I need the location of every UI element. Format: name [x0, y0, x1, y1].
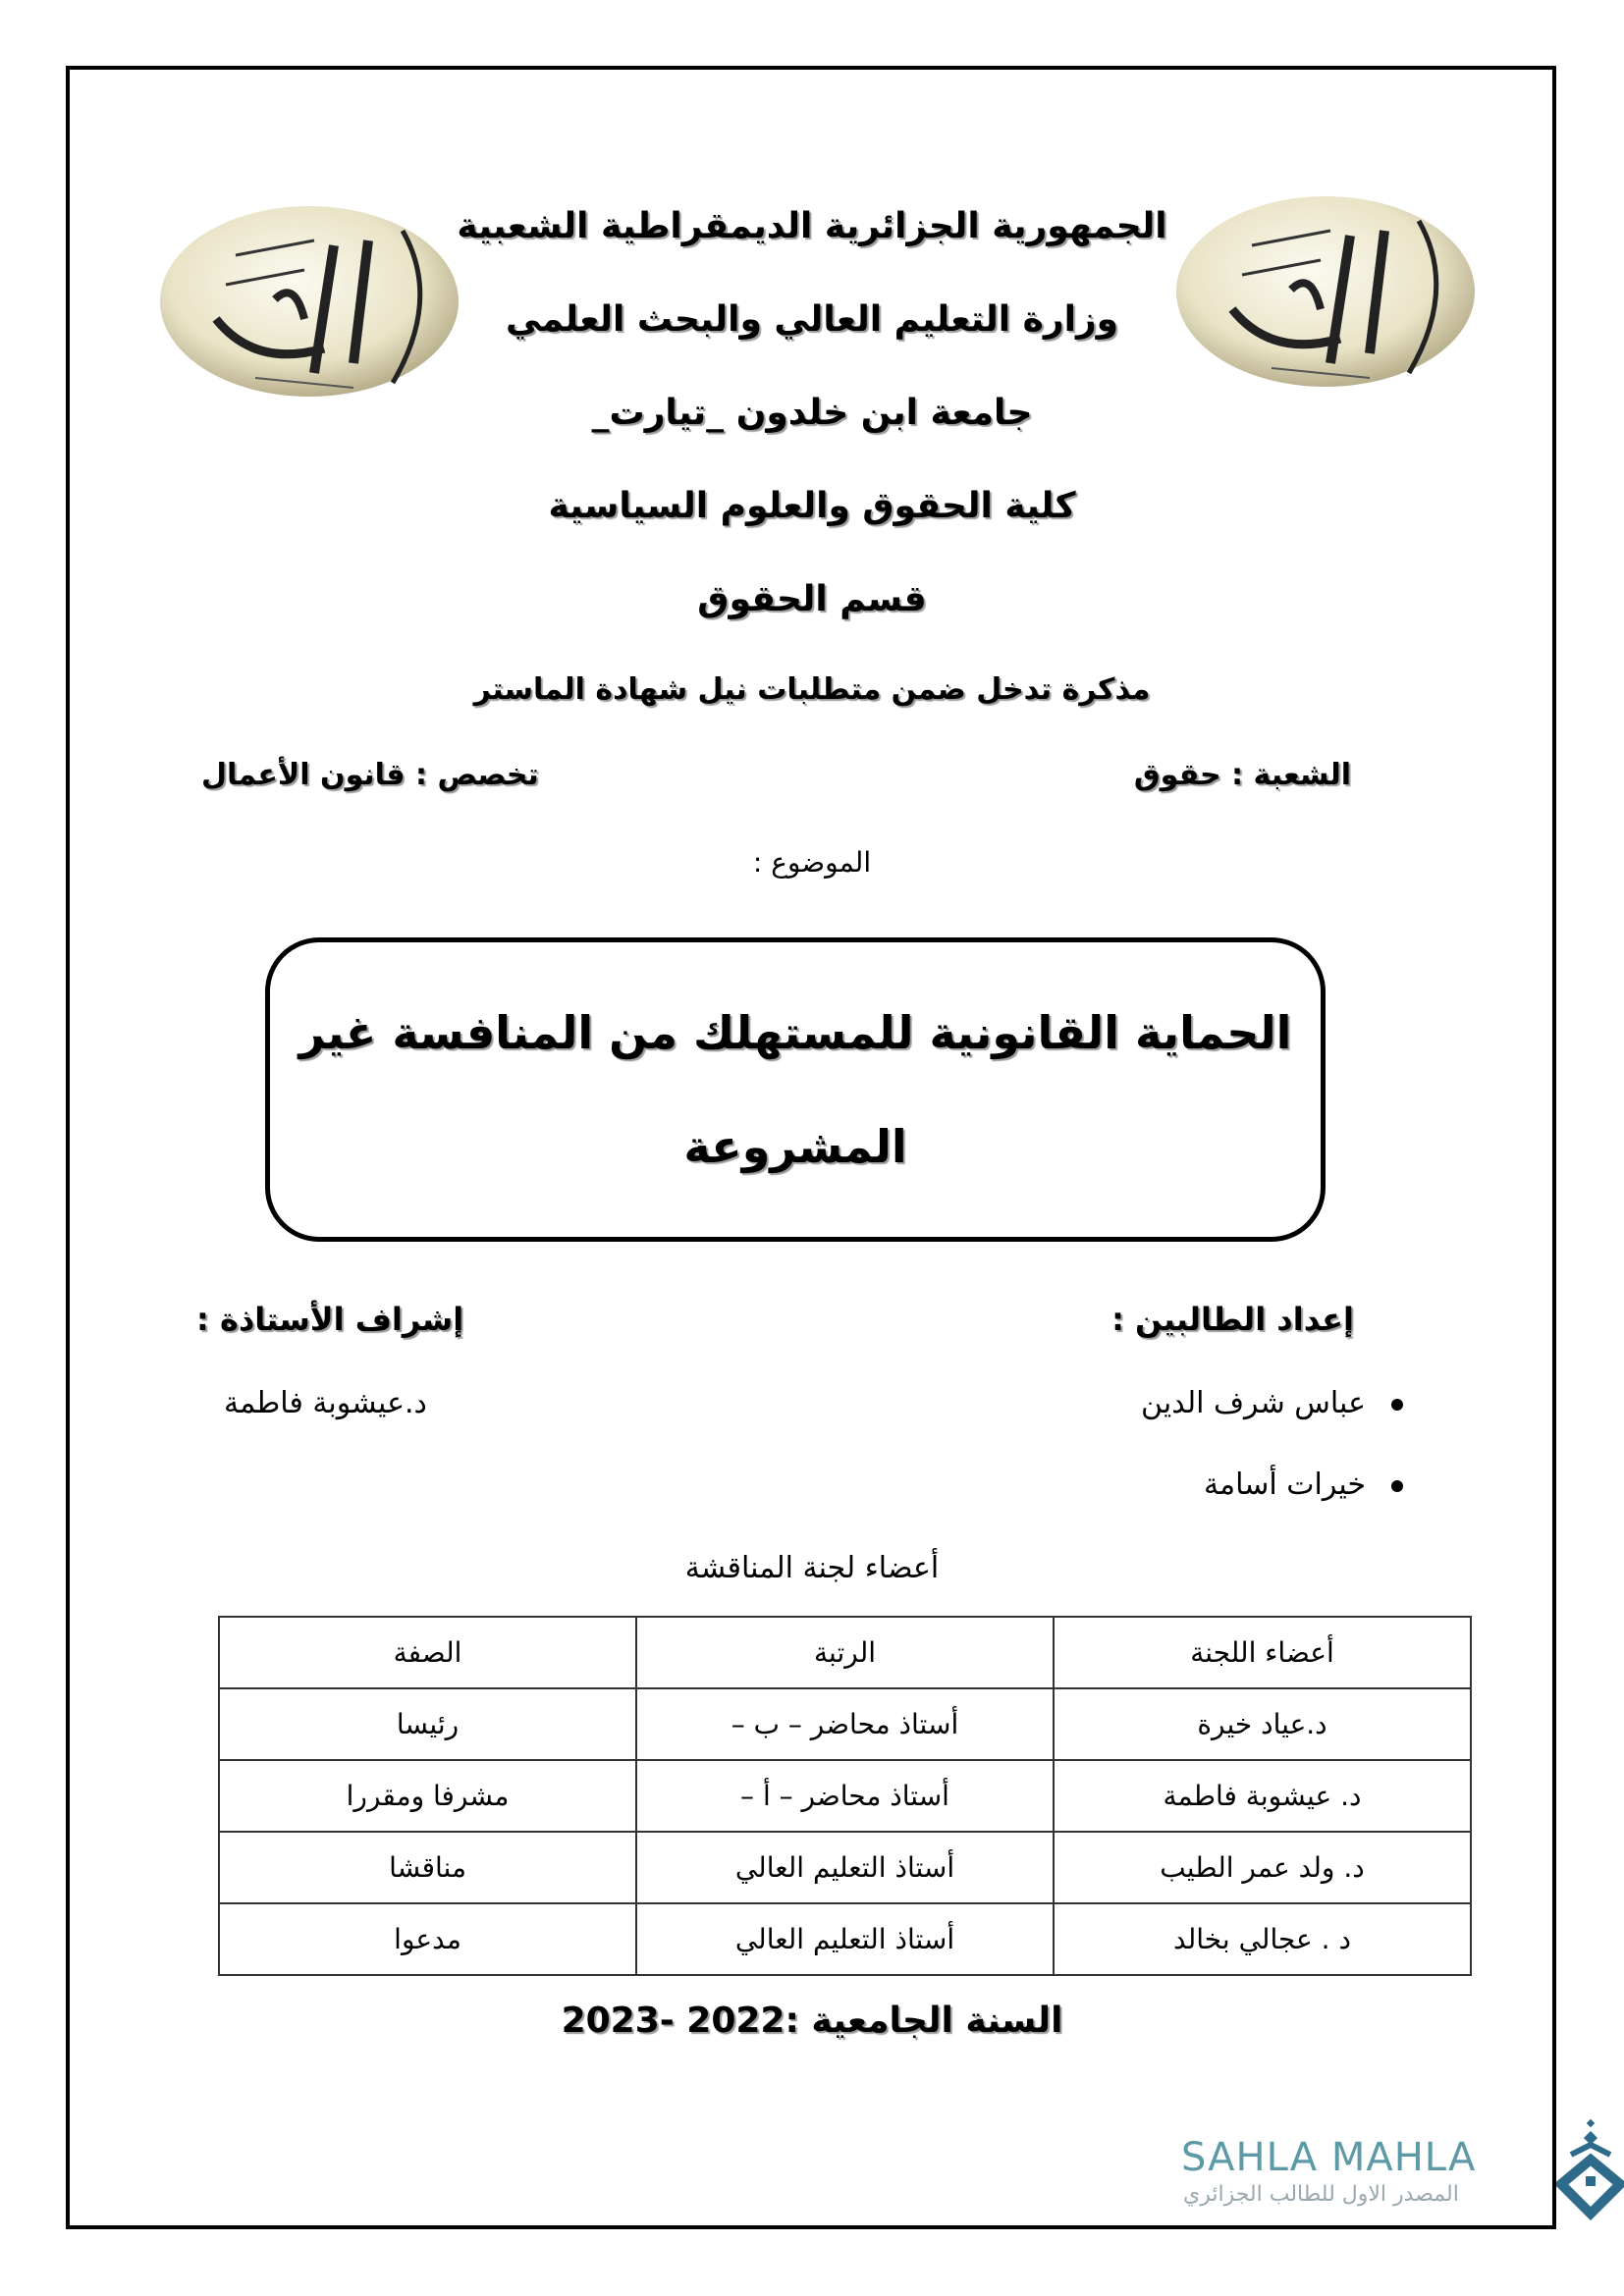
member-name: د. عيشوبة فاطمة — [1054, 1760, 1471, 1832]
country-name: الجمهورية الجزائرية الديمقراطية الشعبية — [457, 206, 1167, 246]
thesis-description: مذكرة تدخل ضمن متطلبات نيل شهادة الماستر — [473, 672, 1151, 707]
member-rank: أستاذ محاضر – أ – — [636, 1760, 1054, 1832]
bullet-icon — [1391, 1480, 1403, 1492]
watermark-tagline: المصدر الاول للطالب الجزائري — [1183, 2182, 1459, 2207]
students-label: إعداد الطالبين : — [1111, 1301, 1354, 1338]
university-name: جامعة ابن خلدون _تيارت_ — [591, 393, 1033, 433]
table-row — [219, 1832, 1471, 1903]
watermark-brand: SAHLA MAHLA — [1181, 2135, 1477, 2180]
thesis-title-box — [265, 937, 1326, 1242]
sahla-mahla-watermark — [1173, 2115, 1624, 2223]
member-role: مدعوا — [219, 1903, 636, 1975]
table-row — [219, 1688, 1471, 1760]
student-item — [1141, 1386, 1403, 1420]
header-cell-members: أعضاء اللجنة — [1054, 1617, 1471, 1688]
sahla-mahla-logo-icon — [1556, 2115, 1624, 2223]
member-rank: أستاذ التعليم العالي — [636, 1832, 1054, 1903]
member-rank: أستاذ محاضر – ب – — [636, 1688, 1054, 1760]
member-name: د.عياد خيرة — [1054, 1688, 1471, 1760]
supervisor-label: إشراف الأستاذة : — [196, 1301, 464, 1338]
member-role: رئيسا — [219, 1688, 636, 1760]
member-name: د. ولد عمر الطيب — [1054, 1832, 1471, 1903]
header-cell-role: الصفة — [219, 1617, 636, 1688]
faculty-name: كلية الحقوق والعلوم السياسية — [548, 486, 1076, 526]
branch-label: الشعبة : حقوق — [1133, 758, 1351, 792]
member-role: مناقشا — [219, 1832, 636, 1903]
specialty-label: تخصص : قانون الأعمال — [201, 758, 539, 792]
table-row — [219, 1760, 1471, 1832]
table-header-row — [219, 1617, 1471, 1688]
student-name: خيرات أسامة — [1203, 1468, 1366, 1502]
supervisor-name: د.عيشوبة فاطمة — [224, 1386, 427, 1420]
student-name: عباس شرف الدين — [1141, 1386, 1366, 1420]
thesis-title-line-1: الحماية القانونية للمستهلك من المنافسة غير — [298, 1006, 1292, 1059]
member-role: مشرفا ومقررا — [219, 1760, 636, 1832]
student-item — [1204, 1468, 1403, 1502]
header-cell-rank: الرتبة — [636, 1617, 1054, 1688]
member-rank: أستاذ التعليم العالي — [636, 1903, 1054, 1975]
table-row — [219, 1903, 1471, 1975]
bullet-icon — [1391, 1399, 1403, 1411]
subject-label: الموضوع : — [752, 846, 872, 879]
committee-title: أعضاء لجنة المناقشة — [684, 1551, 940, 1585]
committee-table — [218, 1616, 1472, 1976]
academic-year: السنة الجامعية :2022 -2023 — [561, 2001, 1063, 2041]
member-name: د . عجالي بخالد — [1054, 1903, 1471, 1975]
department-name: قسم الحقوق — [697, 579, 927, 619]
ministry-name: وزارة التعليم العالي والبحث العلمي — [505, 299, 1119, 340]
thesis-title-line-2: المشروعة — [683, 1120, 907, 1173]
